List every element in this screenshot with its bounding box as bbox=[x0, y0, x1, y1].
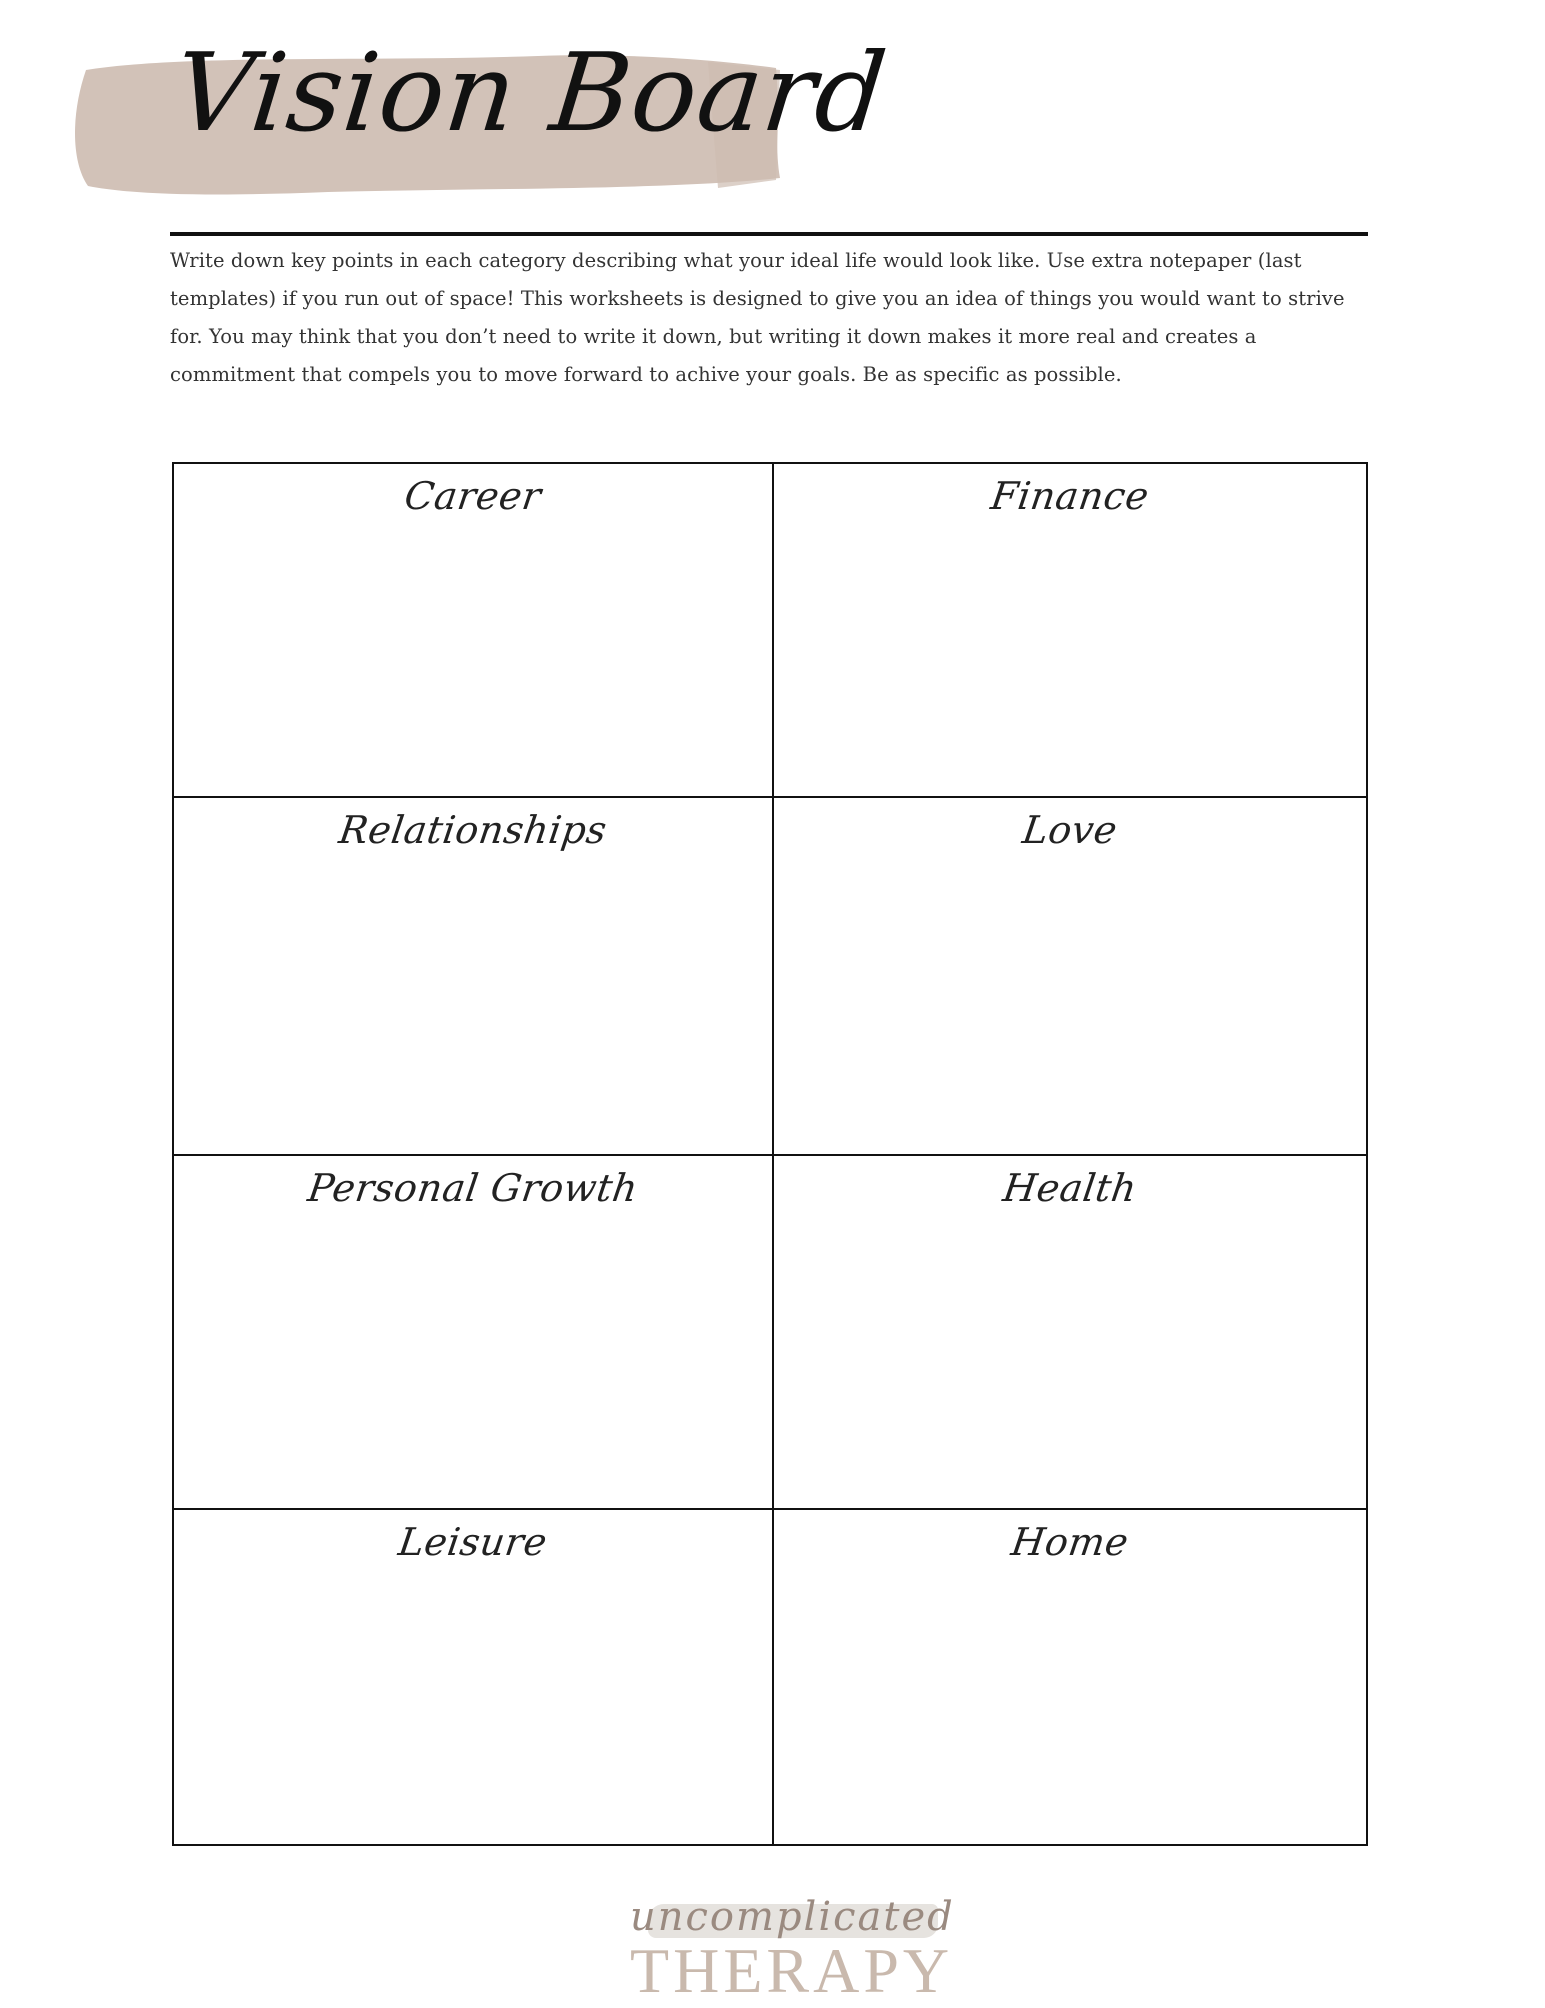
brand-logo bbox=[630, 1880, 955, 2006]
page-title: Vision Board bbox=[168, 31, 893, 156]
category-label: Leisure bbox=[395, 1520, 551, 1564]
logo-main-text: THERAPY bbox=[630, 1935, 954, 2006]
category-label: Career bbox=[401, 474, 545, 518]
logo-script-text: uncomplicated bbox=[630, 1894, 955, 1940]
category-cell-love[interactable] bbox=[774, 798, 1366, 1154]
category-label: Relationships bbox=[336, 808, 610, 852]
instructions-text: Write down key points in each category describing what your ideal life would look like. Use extra notepaper (last templates) if you run out of space! This worksheets is designed to give you an idea of things you would want to strive for. You may think that you don’t need to write it down, but writing it down makes it more real and creates a commitment that compels you to move forward to achive your goals. Be as specific as possible. bbox=[170, 249, 1345, 386]
category-label: Love bbox=[1019, 808, 1121, 852]
category-label: Finance bbox=[988, 474, 1152, 518]
title-divider bbox=[170, 232, 1368, 236]
category-label: Home bbox=[1008, 1520, 1132, 1564]
category-cell-career[interactable] bbox=[174, 464, 772, 796]
category-cell-personal-growth[interactable] bbox=[174, 1156, 772, 1508]
category-cell-finance[interactable] bbox=[774, 464, 1366, 796]
category-cell-leisure[interactable] bbox=[174, 1510, 772, 1844]
category-label: Personal Growth bbox=[305, 1166, 641, 1210]
category-cell-health[interactable] bbox=[774, 1156, 1366, 1508]
vision-board-grid bbox=[172, 462, 1368, 1846]
category-label: Health bbox=[1000, 1166, 1140, 1210]
category-cell-relationships[interactable] bbox=[174, 798, 772, 1154]
category-cell-home[interactable] bbox=[774, 1510, 1366, 1844]
